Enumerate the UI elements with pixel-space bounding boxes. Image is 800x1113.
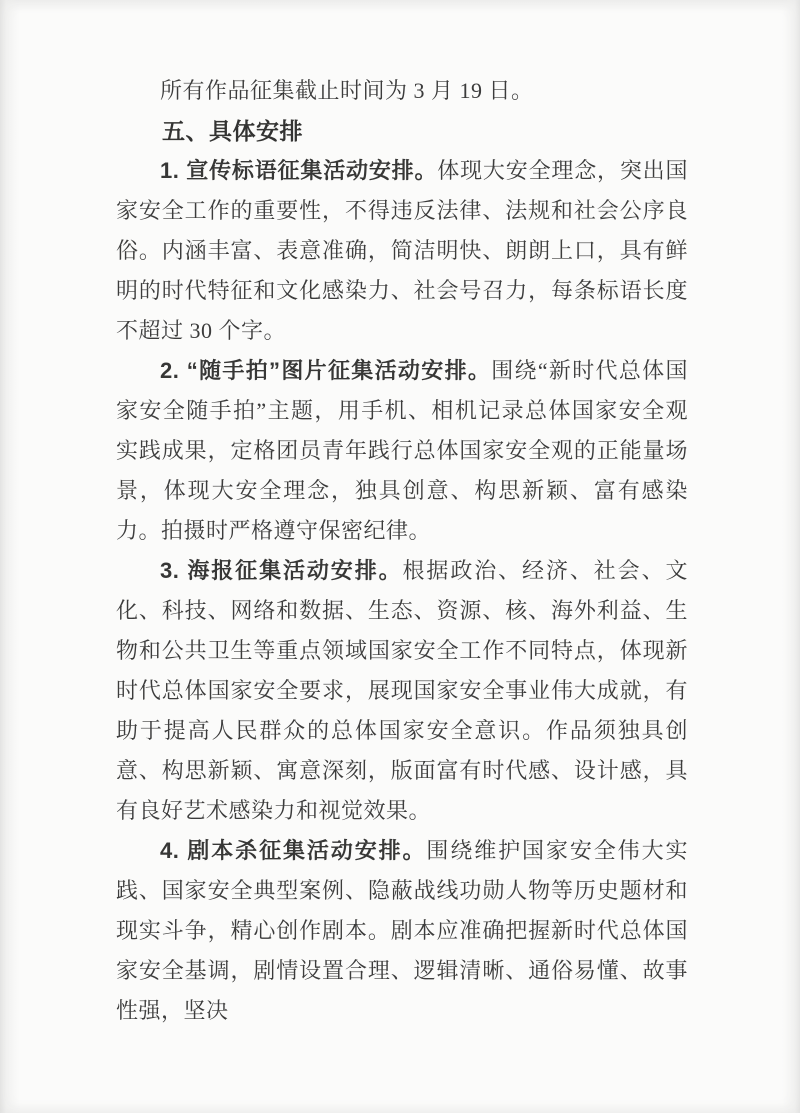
deadline-line <box>116 71 688 111</box>
paragraph-body: 根据政治、经济、社会、文化、科技、网络和数据、生态、资源、核、海外利益、生物和公共卫生等重点领域国家安全工作不同特点，体现新时代总体国家安全要求，展现国家安全事业伟大成就，有助于提高人民群众的总体国家安全意识。作品须独具创意、构思新颖、寓意深刻，版面富有时代感、设计感，具有良好艺术感染力和视觉效果。 <box>116 558 688 823</box>
document-text-block <box>116 0 688 1031</box>
deadline-text: 所有作品征集截止时间为 3 月 19 日。 <box>160 78 534 103</box>
paragraph-lead: 3. 海报征集活动安排。 <box>160 558 403 583</box>
paragraph-poster-collection <box>116 551 688 831</box>
paragraph-slogan-collection <box>116 151 688 351</box>
paragraph-body: 围绕“新时代总体国家安全随手拍”主题，用手机、相机记录总体国家安全观实践成果，定格团员青年践行总体国家安全观的正能量场景，体现大安全理念，独具创意、构思新颖、富有感染力。拍摄时严格遵守保密纪律。 <box>116 358 688 543</box>
paragraph-body: 体现大安全理念，突出国家安全工作的重要性，不得违反法律、法规和社会公序良俗。内涵丰富、表意准确，简洁明快、朗朗上口，具有鲜明的时代特征和文化感染力、社会号召力，每条标语长度不超过 30 个字。 <box>116 158 688 343</box>
paragraph-body: 围绕维护国家安全伟大实践、国家安全典型案例、隐蔽战线功勋人物等历史题材和现实斗争，精心创作剧本。剧本应准确把握新时代总体国家安全基调，剧情设置合理、逻辑清晰、通俗易懂、故事性强，坚决 <box>116 838 688 1023</box>
paragraph-lead: 4. 剧本杀征集活动安排。 <box>160 838 427 863</box>
paragraph-lead: 2. “随手拍”图片征集活动安排。 <box>160 358 492 383</box>
paragraph-photo-collection <box>116 351 688 551</box>
paragraph-lead: 1. 宣传标语征集活动安排。 <box>160 158 438 183</box>
section-heading: 五、具体安排 <box>162 118 303 144</box>
paragraph-script-collection <box>116 831 688 1031</box>
